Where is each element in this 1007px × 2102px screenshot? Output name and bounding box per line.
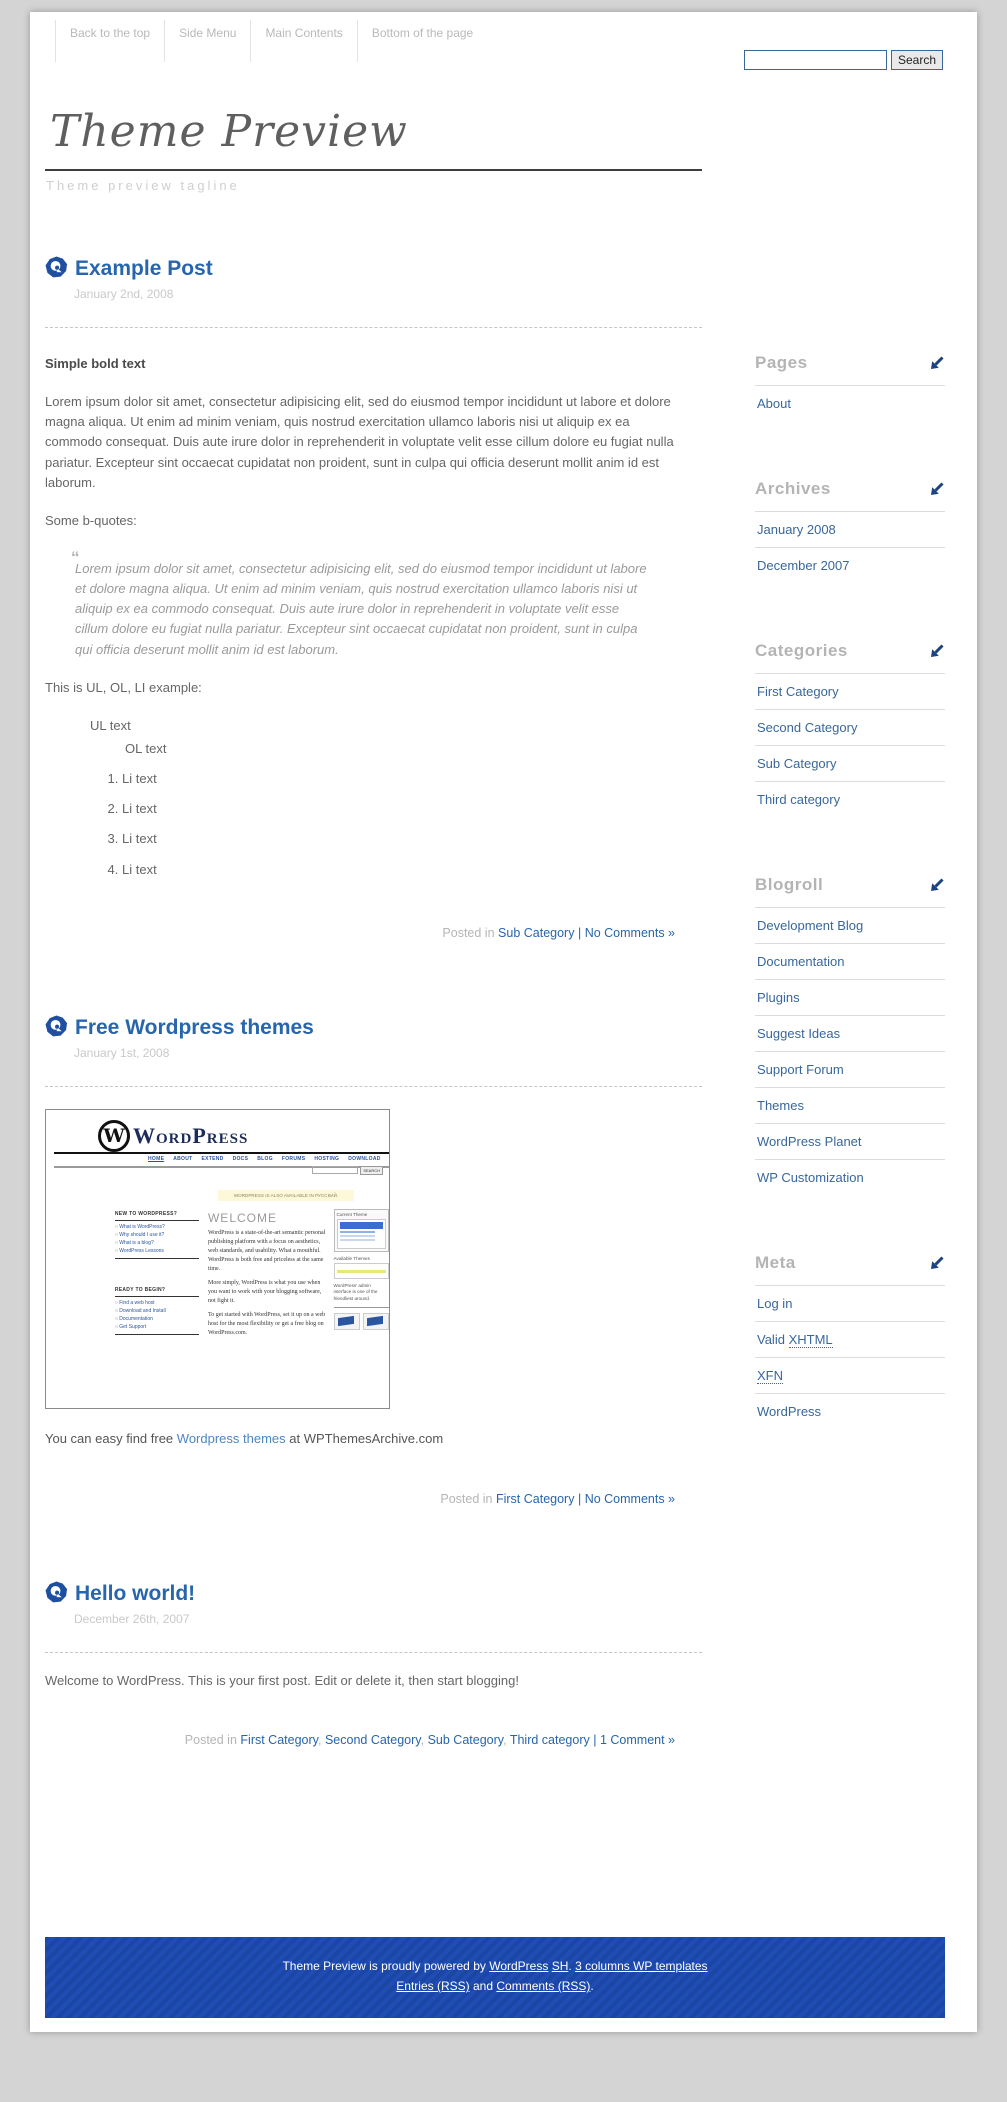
sidebar-link-wordpress[interactable]: WordPress	[757, 1404, 822, 1419]
post-divider	[45, 1086, 702, 1087]
sidebar-link-about[interactable]: About	[757, 396, 791, 411]
ol-item: 3. Li text	[122, 829, 675, 849]
sidebar-link-category[interactable]: Second Category	[757, 720, 858, 735]
widget-title: Categories	[755, 641, 848, 660]
list-item	[755, 1358, 945, 1394]
posted-in-line	[45, 1492, 675, 1506]
ul-item: UL text	[90, 717, 131, 733]
post-date: December 26th, 2007	[74, 1611, 190, 1626]
post-divider	[45, 1652, 702, 1653]
posted-in-label: Posted in	[184, 1732, 237, 1747]
list-item	[755, 1394, 945, 1429]
footer-dot: .	[568, 1958, 572, 1973]
footer-wordpress-link[interactable]: WordPress	[489, 1958, 549, 1973]
post-example-post	[45, 257, 675, 940]
embedded-left-sidebar	[115, 1209, 199, 1343]
header-divider	[45, 169, 702, 171]
paragraph: Lorem ipsum dolor sit amet, consectetur adipisicing elit, sed do eiusmod tempor incididunt ut labore et dolore magna aliqua. Ut enim ad minim veniam, quis nostrud exercitation ullamco laboris nisi ut aliquip ex ea commodo consequat. Duis aute irure dolor in reprehenderit in voluptate velit esse cillum dolore eu fugiat nulla pariatur. Excepteur sint occaecat cupidatat non proident, sunt in culpa qui officia deserunt mollit anim id est laborum.	[45, 394, 674, 490]
footer-powered-by: Theme Preview is proudly powered by	[282, 1958, 486, 1973]
embedded-nav-item: FORUMS	[281, 1155, 306, 1162]
post-date: January 1st, 2008	[74, 1045, 170, 1060]
embedded-divider	[334, 1307, 389, 1308]
embedded-logo-text: WordPress	[133, 1123, 252, 1149]
embedded-current-theme-label: Current Theme	[336, 1211, 368, 1217]
sidebar-link-archive[interactable]: January 2008	[757, 522, 836, 537]
embedded-nav-item: BLOG	[257, 1155, 273, 1162]
list-item	[755, 1160, 945, 1195]
category-link[interactable]: Sub Category	[498, 925, 575, 940]
sidebar-link-blogroll[interactable]: Support Forum	[757, 1062, 844, 1077]
sidebar-link-valid-xhtml[interactable]	[755, 1322, 945, 1357]
list-item	[755, 512, 945, 548]
site-header	[50, 106, 977, 157]
site-tagline: Theme preview tagline	[46, 178, 240, 193]
comments-link[interactable]: No Comments »	[584, 925, 675, 940]
widget-categories	[755, 641, 945, 817]
embedded-nav	[148, 1156, 389, 1162]
search-input[interactable]	[744, 50, 887, 70]
footer-entries-rss-link[interactable]: Entries (RSS)	[396, 1979, 470, 1994]
embedded-mini-thumb	[334, 1313, 360, 1330]
sidebar-link-login[interactable]: Log in	[757, 1296, 793, 1311]
main-column	[45, 257, 675, 1747]
widget-pages	[755, 353, 945, 421]
separator: |	[593, 1732, 597, 1747]
widget-title: Blogroll	[755, 875, 824, 894]
embedded-left-spacer	[46, 1209, 115, 1343]
nav-bottom-of-page[interactable]: Bottom of the page	[357, 20, 487, 62]
embedded-nav-item: HOME	[148, 1155, 165, 1162]
embedded-theme-thumbnail-small	[334, 1263, 389, 1279]
footer-line-1	[45, 1956, 945, 1976]
embedded-link: ○ Get Support	[115, 1324, 199, 1330]
embedded-admin-caption: WordPress' admin interface is one of the friendliest around.	[333, 1282, 378, 1301]
category-link[interactable]: Second Category	[324, 1732, 421, 1747]
post-header	[45, 1016, 675, 1043]
xfn-abbr: XFN	[757, 1368, 783, 1383]
gear-badge-icon	[45, 256, 68, 284]
embedded-right-column	[334, 1209, 389, 1343]
widget-blogroll	[755, 875, 945, 1195]
category-link[interactable]: First Category	[240, 1732, 318, 1747]
valid-prefix: Valid	[757, 1332, 789, 1347]
post-free-wordpress-themes	[45, 1016, 675, 1506]
embedded-link-list	[115, 1224, 199, 1259]
embedded-nav-item: DOCS	[232, 1155, 249, 1162]
embedded-current-theme-box	[334, 1209, 389, 1252]
separator: |	[577, 1491, 582, 1506]
xhtml-abbr: XHTML	[788, 1332, 833, 1347]
list-item	[755, 944, 945, 980]
widget-meta	[755, 1253, 945, 1429]
bold-text: Simple bold text	[45, 356, 146, 371]
embedded-welcome-heading: WELCOME	[207, 1210, 277, 1225]
arrow-down-left-icon	[929, 355, 945, 371]
list-item	[755, 1322, 945, 1358]
footer-comments-rss-link[interactable]: Comments (RSS)	[496, 1979, 591, 1994]
ordered-list	[90, 769, 675, 880]
separator: ,	[317, 1732, 322, 1747]
list-item	[755, 980, 945, 1016]
footer	[45, 1937, 945, 2018]
embedded-search	[312, 1166, 383, 1175]
sidebar-link-blogroll[interactable]: WP Customization	[757, 1170, 864, 1185]
page-title: Theme Preview	[50, 106, 408, 157]
sidebar-link-category[interactable]: Third category	[757, 792, 841, 807]
arrow-down-left-icon	[929, 481, 945, 497]
posted-in-line	[45, 926, 675, 940]
embedded-nav-item: EXTEND	[201, 1155, 224, 1162]
embedded-available-themes-label: Available Themes	[333, 1255, 370, 1261]
sidebar-link-archive[interactable]: December 2007	[757, 558, 850, 573]
embedded-sidebar-title: READY TO BEGIN?	[115, 1285, 199, 1297]
posted-in-line	[45, 1733, 675, 1747]
list-item	[755, 386, 945, 421]
category-link[interactable]: First Category	[495, 1491, 575, 1506]
post-header	[45, 1582, 675, 1609]
post-date: January 2nd, 2008	[74, 287, 174, 301]
nav-back-to-top[interactable]: Back to the top	[55, 20, 164, 62]
sidebar-link-blogroll[interactable]: Development Blog	[757, 918, 864, 933]
post-hello-world	[45, 1582, 675, 1747]
embedded-paragraph: WordPress is a state-of-the-art semantic personal publishing platform with a focus on aesthetics, web standards, and usability. What a mouthful. WordPress is both free and priceless at the same time.	[207, 1229, 326, 1272]
embedded-mini-thumb	[363, 1313, 389, 1330]
ol-label: OL text	[125, 740, 167, 756]
paragraph: Welcome to WordPress. This is your first post. Edit or delete it, then start blogging!	[45, 1672, 519, 1688]
footer-period: .	[590, 1979, 594, 1994]
quotes-intro: Some b-quotes:	[45, 512, 137, 528]
list-item	[755, 674, 945, 710]
search-button[interactable]: Search	[891, 50, 943, 70]
wordpress-themes-link[interactable]: Wordpress themes	[176, 1430, 286, 1446]
footer-line-2	[45, 1976, 945, 1996]
widget-archives	[755, 479, 945, 583]
ol-item: 4. Li text	[122, 860, 675, 880]
arrow-down-left-icon	[929, 643, 945, 659]
embedded-link: ○ Find a web host	[115, 1300, 199, 1306]
widget-title: Archives	[755, 479, 831, 498]
separator: ,	[503, 1732, 507, 1747]
post-body	[45, 354, 675, 880]
embedded-search-input	[312, 1166, 358, 1174]
post-divider	[45, 327, 702, 328]
embedded-sidebar-title: NEW TO WORDPRESS?	[115, 1209, 199, 1221]
post-caption	[45, 1431, 675, 1446]
sidebar-link-category[interactable]: First Category	[757, 684, 839, 699]
footer-templates-link[interactable]: 3 columns WP templates	[575, 1958, 708, 1973]
embedded-wordpress-page	[46, 1120, 389, 1409]
post-title[interactable]: Hello world!	[75, 1581, 196, 1605]
embedded-link: ○ Documentation	[115, 1316, 199, 1322]
embedded-mini-thumbnails	[334, 1313, 389, 1330]
embedded-columns	[46, 1209, 389, 1343]
caption-suffix: at WPThemesArchive.com	[289, 1430, 444, 1446]
separator: ,	[420, 1732, 425, 1747]
content-area	[30, 257, 977, 1747]
embedded-main-column	[208, 1209, 327, 1343]
embedded-link: ○ What is a blog?	[115, 1240, 199, 1246]
post-header	[45, 257, 675, 284]
caption-prefix: You can easy find free	[45, 1430, 174, 1446]
comments-link[interactable]: No Comments »	[584, 1491, 675, 1506]
post-title[interactable]: Example Post	[75, 257, 213, 280]
widget-title: Pages	[755, 353, 808, 372]
nav-side-menu[interactable]: Side Menu	[164, 20, 250, 62]
footer-and: and	[472, 1979, 494, 1994]
list-item	[755, 746, 945, 782]
embedded-link: ○ WordPress Lessons	[115, 1248, 199, 1254]
category-link[interactable]: Third category	[509, 1732, 590, 1747]
sidebar-link-xfn[interactable]	[755, 1358, 945, 1393]
ol-item: 1. Li text	[122, 769, 675, 789]
arrow-down-left-icon	[929, 1255, 945, 1271]
post-title[interactable]: Free Wordpress themes	[75, 1015, 314, 1039]
list-item	[755, 1088, 945, 1124]
embedded-nav-item: ABOUT	[173, 1155, 193, 1162]
widget-title: Meta	[755, 1253, 796, 1272]
sidebar-link-category[interactable]: Sub Category	[757, 756, 837, 771]
embedded-paragraph: More simply, WordPress is what you use when you want to work with your blogging software, not fight it.	[207, 1279, 322, 1304]
list-intro: This is UL, OL, LI example:	[45, 679, 202, 695]
footer-sh-link[interactable]: SH	[551, 1958, 569, 1973]
embedded-link: ○ Why should I use it?	[115, 1232, 199, 1238]
embedded-nav-item: HOSTING	[314, 1155, 340, 1162]
list-item	[755, 908, 945, 944]
separator: |	[577, 925, 582, 940]
embedded-logo-rule	[54, 1152, 389, 1154]
embedded-link-list	[115, 1300, 199, 1335]
sidebar-link-blogroll[interactable]: Suggest Ideas	[757, 1026, 841, 1041]
sidebar-link-blogroll[interactable]: WordPress Planet	[757, 1134, 862, 1149]
arrow-down-left-icon	[929, 877, 945, 893]
embedded-language-notice: WORDPRESS IS ALSO AVAILABLE IN РУССКИЙ.	[218, 1190, 354, 1201]
embedded-paragraph: To get started with WordPress, set it up on a web host for the most flexibility or get a free blog on WordPress.com.	[207, 1311, 326, 1336]
page	[30, 12, 977, 2032]
wordpress-screenshot-image	[45, 1109, 390, 1409]
list-item	[755, 710, 945, 746]
sidebar-link-blogroll[interactable]: Documentation	[757, 954, 845, 969]
list-item	[755, 1124, 945, 1160]
sidebar	[755, 257, 945, 1747]
comments-link[interactable]: 1 Comment »	[599, 1732, 675, 1747]
embedded-wordpress-logo	[98, 1120, 389, 1152]
blockquote	[71, 545, 653, 660]
gear-badge-icon	[45, 1015, 68, 1043]
quote-mark-icon: “	[71, 547, 80, 567]
sidebar-link-blogroll[interactable]: Themes	[757, 1098, 804, 1113]
list-item	[755, 548, 945, 583]
embedded-search-button: SEARCH	[360, 1166, 383, 1175]
sidebar-link-blogroll[interactable]: Plugins	[757, 990, 800, 1005]
nav-main-contents[interactable]: Main Contents	[250, 20, 356, 62]
embedded-theme-thumbnail	[337, 1219, 386, 1249]
posted-in-label: Posted in	[442, 925, 495, 940]
list-item	[755, 1286, 945, 1322]
embedded-link: ○ What is WordPress?	[115, 1224, 199, 1230]
blockquote-text: Lorem ipsum dolor sit amet, consectetur adipisicing elit, sed do eiusmod tempor incididunt ut labore et dolore magna aliqua. Ut enim ad minim veniam, quis nostrud exercitation ullamco laboris nisi ut aliquip ex ea commodo consequat. Duis aute irure dolor in reprehenderit in voluptate velit esse cillum dolore eu fugiat nulla pariatur. Excepteur sint occaecat cupidatat non proident, sunt in culpa qui officia deserunt mollit anim id est laborum.	[75, 560, 647, 657]
list-item	[755, 782, 945, 817]
wordpress-w-icon: W	[98, 1120, 130, 1152]
embedded-link: ○ Download and Install	[115, 1308, 199, 1314]
list-item	[755, 1052, 945, 1088]
category-link[interactable]: Sub Category	[427, 1732, 504, 1747]
ol-item: 2. Li text	[122, 799, 675, 819]
gear-badge-icon	[45, 1581, 68, 1609]
list-item	[755, 1016, 945, 1052]
posted-in-label: Posted in	[440, 1491, 493, 1506]
embedded-nav-item: DOWNLOAD	[348, 1155, 381, 1162]
